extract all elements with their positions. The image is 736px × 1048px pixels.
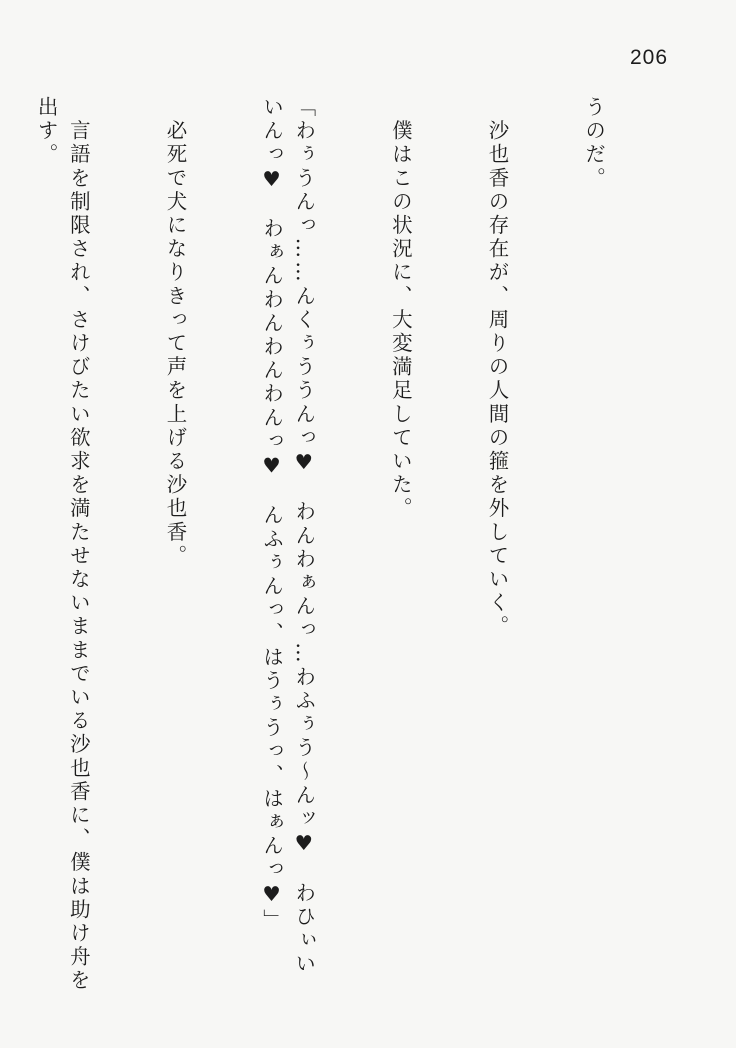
paragraph: 言語を制限され、さけびたい欲求を満たせないままでいる沙也香に、僕は助け舟を出す。 bbox=[34, 96, 91, 993]
paragraph: 「わぅうんっ……んくぅううんっ♥ わんわぁんっ…わふぅう～んッ♥ わひぃいいんっ♥ わぁんわんわんわんっ♥ んふぅんっ、はうぅうっ、はぁんっ♥」 bbox=[259, 96, 316, 977]
paragraph: 僕はこの状況に、大変満足していた。 bbox=[388, 96, 413, 521]
body-text bbox=[34, 96, 674, 996]
page-number: 206 bbox=[630, 46, 669, 69]
paragraph: 沙也香の存在が、周りの人間の箍を外していく。 bbox=[484, 96, 509, 639]
paragraph: 必死で犬になりきって声を上げる沙也香。 bbox=[162, 96, 187, 568]
paragraph: うのだ。 bbox=[581, 96, 606, 191]
